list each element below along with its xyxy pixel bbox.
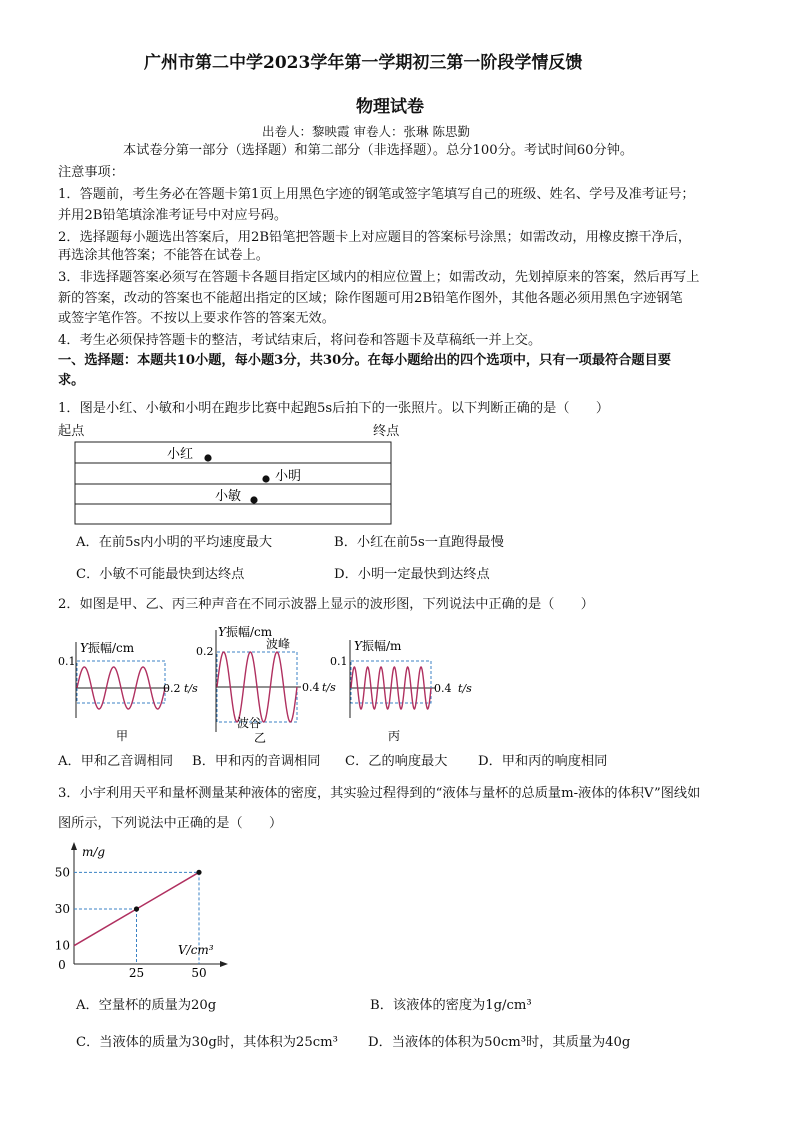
q1-option-c[interactable]: C．小敏不可能最快到达终点 [76, 567, 245, 582]
q2-option-d[interactable]: D．甲和丙的响度相同 [478, 754, 608, 769]
x-tick-label: 50 [191, 966, 207, 980]
runner-xiaohong-dot [204, 454, 211, 461]
x-axis-label: V/cm³ [178, 943, 214, 957]
note-line: 2．选择题每小题选出答案后，用2B铅笔把答题卡上对应题目的答案标号涂黑；如需改动，用橡皮擦干净后， [58, 230, 692, 245]
y-symbol: Y [354, 639, 362, 653]
y-axis-label: 振幅/cm [88, 641, 135, 655]
y-symbol: Y [80, 641, 88, 655]
q1-end-label: 终点 [373, 424, 400, 439]
exam-title: 广州市第二中学2023学年第一学期初三第一阶段学情反馈 [144, 53, 583, 73]
note-line: 并用2B铅笔填涂准考证号中对应号码。 [58, 208, 288, 223]
q1-option-a[interactable]: A．在前5s内小明的平均速度最大 [76, 535, 273, 550]
q1-option-b[interactable]: B．小红在前5s一直跑得最慢 [334, 535, 504, 550]
note-line: 3．非选择题答案必须写在答题卡各题目指定区域内的相应位置上；如需改动，先划掉原来的答案，然后再写上 [58, 270, 700, 285]
y-max-tick: 0.2 [196, 645, 214, 658]
y-axis-label: m/g [82, 845, 106, 859]
q3-option-a[interactable]: A．空量杯的质量为20g [76, 998, 217, 1013]
q2-option-b[interactable]: B．甲和丙的音调相同 [192, 754, 321, 769]
q2-option-a[interactable]: A．甲和乙音调相同 [58, 754, 174, 769]
note-line: 4．考生必须保持答题卡的整洁，考试结束后，将问卷和答题卡及草稿纸一并上交。 [58, 333, 542, 348]
track-border [75, 442, 391, 524]
q3-mass-volume-chart [54, 836, 234, 980]
y-tick-label: 30 [54, 902, 70, 916]
q1-stem: 1．图是小红、小敏和小明在跑步比赛中起跑5s后拍下的一张照片。以下判断正确的是（ ） [58, 401, 610, 416]
runner-label: 小敏 [215, 489, 242, 504]
q3-option-d[interactable]: D．当液体的体积为50cm³时，其质量为40g [368, 1035, 631, 1050]
runner-xiaoming-dot [262, 475, 269, 482]
runner-xiaomin-dot [250, 496, 257, 503]
x-tick-label: 0 [58, 958, 66, 972]
q1-start-label: 起点 [58, 424, 85, 439]
q2-graph-yi [196, 620, 336, 748]
q3-option-b[interactable]: B．该液体的密度为1g/cm³ [370, 998, 532, 1013]
q2-stem: 2．如图是甲、乙、丙三种声音在不同示波器上显示的波形图，下列说法中正确的是（ ） [58, 597, 594, 612]
graph-caption: 乙 [254, 731, 267, 745]
t-axis-label: t/s [458, 682, 472, 695]
y-tick-label: 50 [54, 865, 70, 880]
t-axis-label: t/s [322, 681, 336, 694]
y-axis-arrow [71, 842, 77, 850]
t-max-tick: 0.2 [163, 682, 181, 695]
note-line: 1．答题前，考生务必在答题卡第1页上用黑色字迹的钢笔或签字笔填写自己的班级、姓名、学号及准考证号； [58, 187, 695, 202]
note-line: 或签字笔作答。不按以上要求作答的答案无效。 [58, 311, 335, 326]
y-axis-label: 振幅/m [362, 639, 402, 653]
exam-intro: 本试卷分第一部分（选择题）和第二部分（非选择题）。总分100分。考试时间60分钟。 [123, 143, 634, 158]
q3-option-c[interactable]: C．当液体的质量为30g时，其体积为25cm³ [76, 1035, 338, 1050]
q1-track-diagram [70, 438, 400, 530]
q2-graph-jia [56, 628, 206, 746]
runner-label: 小红 [167, 447, 194, 462]
y-axis-label: 振幅/cm [226, 625, 273, 639]
graph-caption: 甲 [116, 729, 129, 743]
q2-option-c[interactable]: C．乙的响度最大 [345, 754, 448, 769]
data-point [196, 870, 201, 875]
x-tick-label: 25 [128, 966, 145, 980]
authors-line: 出卷人：黎映霞 审卷人：张琳 陈思勤 [262, 124, 470, 139]
q3-stem-line2: 图所示，下列说法中正确的是（ ） [58, 816, 283, 831]
y-symbol: Y [218, 625, 226, 639]
q1-option-d[interactable]: D．小明一定最快到达终点 [334, 567, 490, 582]
y-max-tick: 0.1 [58, 655, 76, 668]
data-point [134, 906, 139, 911]
q3-stem-line1: 3．小宇利用天平和量杯测量某种液体的密度，其实验过程得到的“液体与量杯的总质量m-液体的体积V”图线如 [58, 786, 701, 801]
note-line: 再选涂其他答案；不能答在试卷上。 [58, 248, 269, 263]
t-max-tick: 0.4 [302, 681, 320, 694]
section-heading: 一、选择题：本题共10小题，每小题3分，共30分。在每小题给出的四个选项中，只有一项最符合题目要 [58, 353, 671, 368]
t-axis-label: t/s [184, 682, 198, 695]
section-heading-cont: 求。 [58, 373, 85, 388]
y-tick-label: 10 [54, 938, 70, 953]
q2-graph-bing [330, 628, 480, 746]
note-line: 新的答案，改动的答案也不能超出指定的区域；除作图题可用2B铅笔作图外，其他各题必须用黑色字迹钢笔 [58, 291, 683, 306]
peak-label: 波峰 [266, 637, 291, 651]
y-max-tick: 0.1 [330, 655, 348, 668]
subject-title: 物理试卷 [356, 97, 424, 117]
x-axis-arrow [220, 961, 228, 967]
runner-label: 小明 [275, 469, 302, 484]
notes-heading: 注意事项： [58, 165, 124, 180]
graph-caption: 丙 [388, 729, 401, 743]
trough-label: 波谷 [237, 716, 262, 730]
t-max-tick: 0.4 [434, 682, 452, 695]
